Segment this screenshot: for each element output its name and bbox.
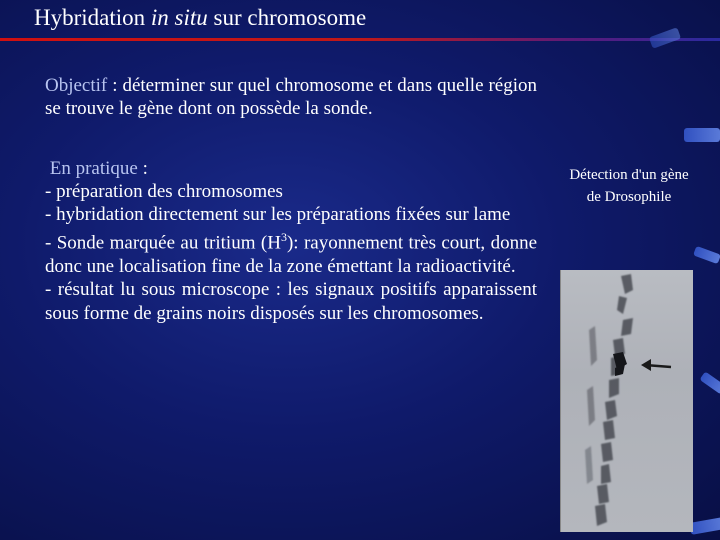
chromosome-photo: [560, 270, 693, 532]
arrow-left-icon: [641, 359, 671, 371]
pratique-label: En pratique: [49, 157, 138, 179]
decor-bar: [693, 246, 720, 264]
decor-bar: [689, 517, 720, 535]
resultat-item: - résultat lu sous microscope : les signaux positifs apparaissent sous forme de grains noirs disposés sur les chromosomes.: [45, 279, 537, 324]
title-part-2: sur chromosome: [207, 5, 367, 30]
decor-bar: [699, 371, 720, 394]
chromosome-image: [561, 270, 693, 532]
sonde-suffix: ): rayonnement très court, donne donc une localisation fine de la zone émettant la radioactivité.: [45, 232, 538, 278]
list-item: - préparation des chromosomes: [45, 180, 283, 202]
slide-title: [34, 5, 366, 31]
image-caption: Détection d'un gène de Drosophile: [569, 167, 689, 205]
sonde-superscript: 3: [280, 230, 287, 245]
title-bar: [0, 0, 720, 40]
list-item: - hybridation directement sur les préparations fixées sur lame: [45, 204, 511, 226]
objectif-paragraph: [45, 74, 537, 121]
title-part-1: Hybridation: [34, 5, 151, 30]
pratique-heading: [45, 157, 537, 180]
slide-body: [45, 74, 537, 325]
decor-bar: [684, 128, 720, 142]
pratique-colon: :: [137, 157, 148, 179]
sonde-item: [45, 226, 537, 278]
title-italic: in situ: [150, 5, 208, 30]
objectif-text: : déterminer sur quel chromosome et dans quelle région se trouve le gène dont on possède la sonde.: [45, 75, 537, 120]
objectif-label: Objectif: [45, 75, 108, 96]
title-rule: [0, 38, 720, 41]
sonde-prefix: - Sonde marquée au tritium (H: [45, 232, 281, 254]
